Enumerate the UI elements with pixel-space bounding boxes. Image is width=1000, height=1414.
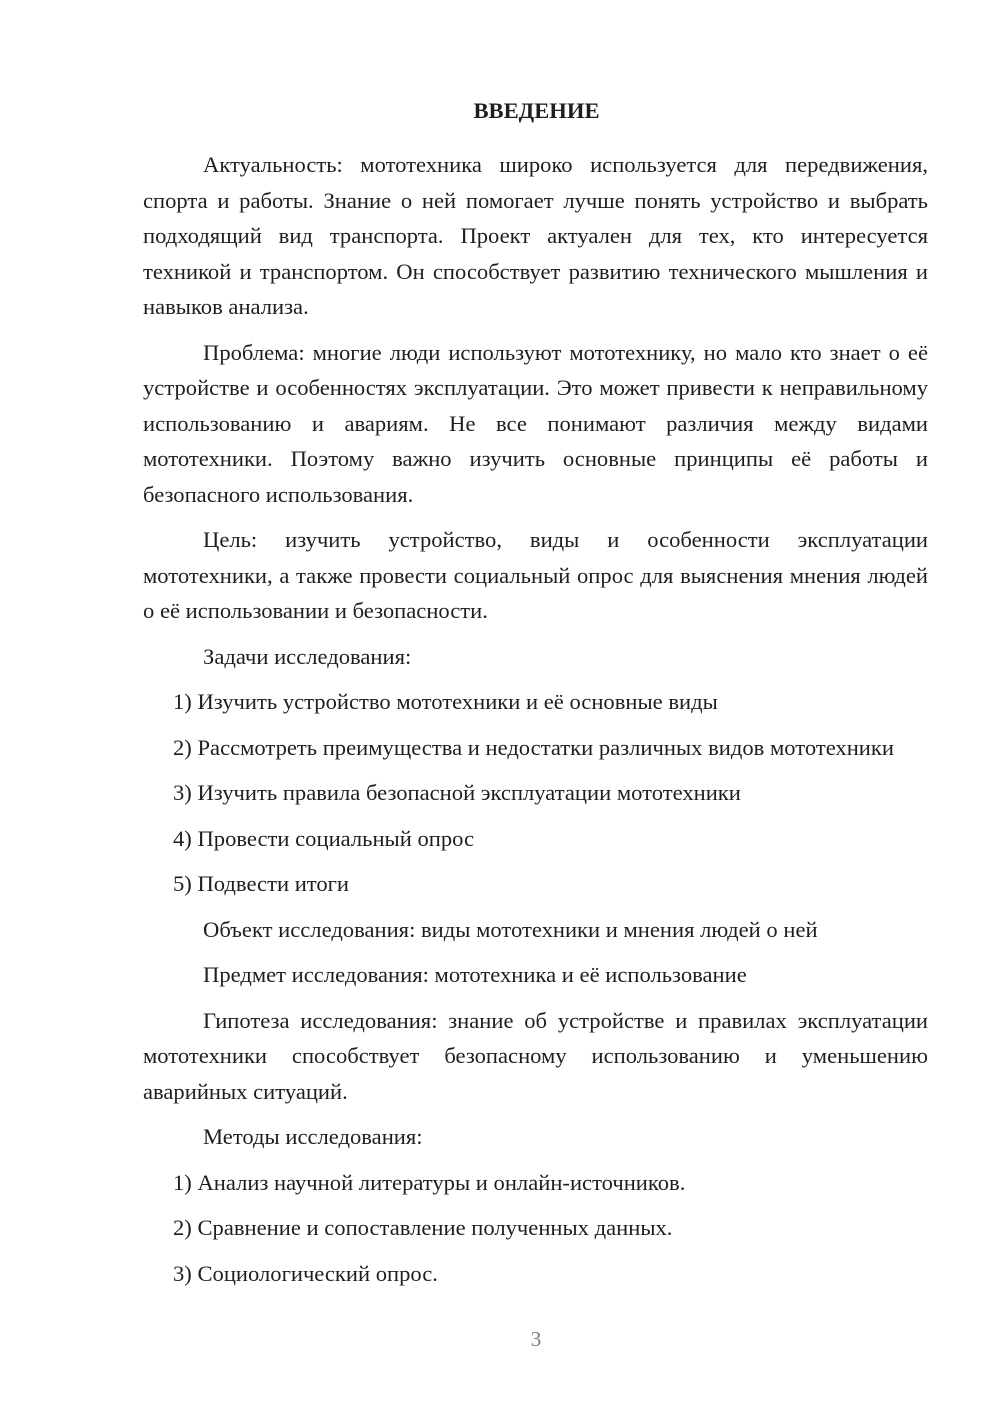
method-item: 1) Анализ научной литературы и онлайн-источников. [173, 1169, 686, 1195]
relevance-paragraph: Актуальность: мототехника широко используется для передвижения, спорта и работы. Знание о ней помогает лучше понять устройство и выбрать подходящий вид транспорта. Проект актуален для тех, кто интересуется техникой и транспортом. Он способствует развитию технического мышления и навыков анализа. [143, 152, 928, 319]
problem-paragraph: Проблема: многие люди используют мототехнику, но мало кто знает о её устройстве и особенностях эксплуатации. Это может привести к неправильному использованию и авариям. Не все понимают различия между видами мототехники. Поэтому важно изучить основные принципы её работы и безопасного использования. [143, 339, 928, 507]
task-item: 3) Изучить правила безопасной эксплуатации мототехники [173, 780, 741, 805]
methods-heading: Методы исследования: [203, 1124, 423, 1149]
goal-paragraph: Цель: изучить устройство, виды и особенности эксплуатации мототехники, а также провести социальный опрос для выяснения мнения людей о её использовании и безопасности. [143, 527, 928, 623]
research-subject: Предмет исследования: мототехника и её использование [203, 962, 747, 987]
task-item: 1) Изучить устройство мототехники и её основные виды [173, 689, 718, 714]
tasks-heading: Задачи исследования: [203, 643, 412, 669]
hypothesis-paragraph: Гипотеза исследования: знание об устройстве и правилах эксплуатации мототехники способствует безопасному использованию и уменьшению аварийных ситуаций. [143, 1007, 928, 1104]
method-item: 3) Социологический опрос. [173, 1260, 438, 1286]
section-title: ВВЕДЕНИЕ [473, 98, 600, 123]
page-content [143, 93, 928, 1301]
task-item: 5) Подвести итоги [173, 871, 350, 896]
method-item: 2) Сравнение и сопоставление полученных данных. [173, 1215, 673, 1240]
research-object: Объект исследования: виды мототехники и мнения людей о ней [203, 916, 818, 942]
task-item: 2) Рассмотреть преимущества и недостатки различных видов мототехники [173, 734, 894, 760]
task-item: 4) Провести социальный опрос [173, 825, 475, 851]
page-number: 3 [530, 1327, 542, 1351]
